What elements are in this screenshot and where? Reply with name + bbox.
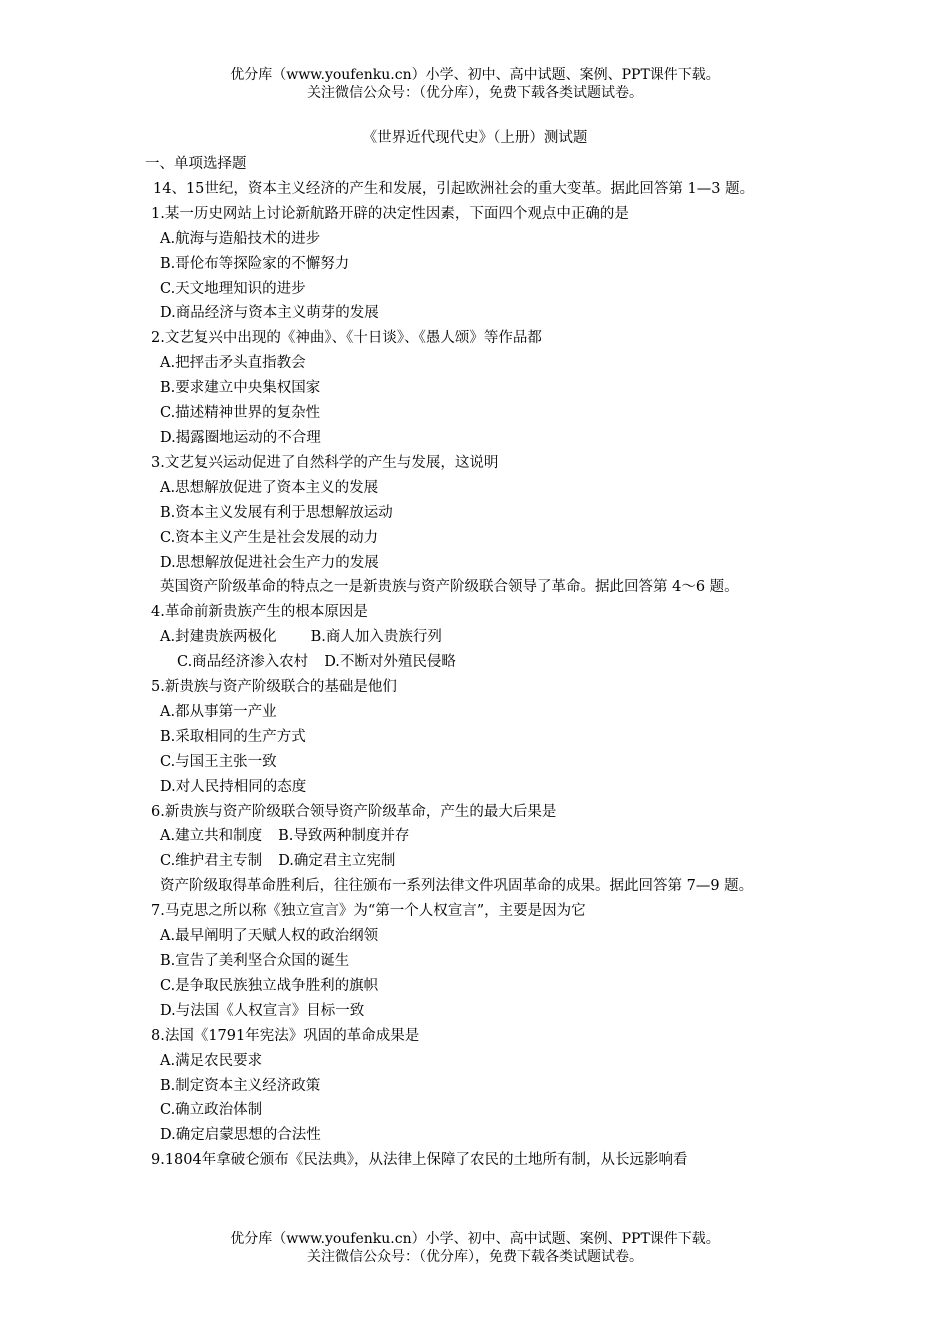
question-4-options-cd: [145, 650, 813, 675]
section-heading: 一、单项选择题: [145, 156, 247, 172]
question-5-stem: 5.新贵族与资产阶级联合的基础是他们: [151, 679, 397, 696]
question-5-option-c: C.与国王主张一致: [160, 753, 277, 770]
intro-paragraph-3: 资产阶级取得革命胜利后，往往颁布一系列法律文件巩固革命的成果。据此回答第 7—9 题。: [160, 878, 754, 895]
question-2-option-b: B.要求建立中央集权国家: [160, 380, 321, 397]
question-8-option-a: A.满足农民要求: [160, 1052, 263, 1069]
question-3-option-c: C.资本主义产生是社会发展的动力: [160, 529, 379, 546]
question-6-option-b: B.导致两种制度并存: [278, 828, 410, 845]
page-footer: [0, 1230, 950, 1266]
question-6-option-d: D.确定君主立宪制: [278, 853, 396, 870]
question-6-options-ab: [145, 824, 813, 849]
question-4-option-c: C.商品经济渗入农村: [177, 654, 309, 671]
question-7-option-b: B.宣告了美利坚合众国的诞生: [160, 953, 350, 969]
question-4-options-ab: [145, 625, 813, 650]
question-1-option-d: D.商品经济与资本主义萌芽的发展: [160, 305, 379, 322]
question-2-stem: 2.文艺复兴中出现的《神曲》、《十日谈》、《愚人颂》等作品都: [151, 330, 542, 347]
question-2-option-a: A.把抨击矛头直指教会: [160, 355, 306, 372]
question-6-option-a: A.建立共和制度: [160, 828, 263, 845]
question-7-option-c: C.是争取民族独立战争胜利的旗帜: [160, 977, 379, 994]
footer-line-1: 优分库（www.youfenku.cn）小学、初中、高中试题、案例、PPT课件下载。: [230, 1231, 720, 1247]
page-header: [0, 66, 950, 102]
question-8-option-c: C.确立政治体制: [160, 1102, 263, 1119]
header-line-2: 关注微信公众号：（优分库），免费下载各类试题试卷。: [307, 85, 643, 101]
question-3-stem: 3.文艺复兴运动促进了自然科学的产生与发展，这说明: [151, 454, 499, 471]
question-4-option-b: B.商人加入贵族行列: [310, 629, 442, 646]
question-5-option-b: B.采取相同的生产方式: [160, 728, 306, 745]
question-9-stem: 9.1804年拿破仑颁布《民法典》，从法律上保障了农民的土地所有制，从长远影响看: [151, 1152, 688, 1169]
question-3-option-b: B.资本主义发展有利于思想解放运动: [160, 504, 393, 521]
question-6-options-cd: [145, 849, 813, 874]
question-4-option-a: A.封建贵族两极化: [160, 629, 277, 646]
question-3-option-a: A.思想解放促进了资本主义的发展: [160, 479, 379, 496]
question-6-stem: 6.新贵族与资产阶级联合领导资产阶级革命，产生的最大后果是: [151, 803, 557, 820]
question-3-option-d: D.思想解放促进社会生产力的发展: [160, 554, 379, 571]
question-2-option-c: C.描述精神世界的复杂性: [160, 405, 321, 422]
question-1-stem: 1.某一历史网站上讨论新航路开辟的决定性因素，下面四个观点中正确的是: [151, 205, 629, 222]
question-8-stem: 8.法国《1791年宪法》巩固的革命成果是: [151, 1027, 420, 1044]
intro-paragraph-1: 14、15世纪，资本主义经济的产生和发展，引起欧洲社会的重大变革。据此回答第 1—3 题。: [153, 180, 755, 197]
question-1-option-c: C.天文地理知识的进步: [160, 280, 306, 297]
question-1-option-a: A.航海与造船技术的进步: [160, 230, 321, 247]
question-8-option-d: D.确定启蒙思想的合法性: [160, 1127, 321, 1144]
header-line-1: 优分库（www.youfenku.cn）小学、初中、高中试题、案例、PPT课件下载。: [230, 67, 720, 83]
question-7-option-d: D.与法国《人权宣言》目标一致: [160, 1002, 365, 1019]
question-4-stem: 4.革命前新贵族产生的根本原因是: [151, 604, 368, 621]
question-5-option-d: D.对人民持相同的态度: [160, 778, 307, 795]
page-title: 《世界近代现代史》（上册）测试题: [362, 130, 588, 146]
footer-line-2: 关注微信公众号：（优分库），免费下载各类试题试卷。: [307, 1249, 643, 1265]
question-6-option-c: C.维护君主专制: [160, 853, 263, 870]
question-8-option-b: B.制定资本主义经济政策: [160, 1077, 321, 1094]
question-4-option-d: D.不断对外殖民侵略: [324, 654, 456, 671]
question-2-option-d: D.揭露圈地运动的不合理: [160, 429, 321, 446]
document-body: [145, 152, 813, 1173]
question-7-option-a: A.最早阐明了天赋人权的政治纲领: [160, 928, 379, 945]
question-5-option-a: A.都从事第一产业: [160, 703, 277, 720]
question-7-stem: 7.马克思之所以称《独立宣言》为“第一个人权宣言”，主要是因为它: [151, 903, 586, 920]
intro-paragraph-2: 英国资产阶级革命的特点之一是新贵族与资产阶级联合领导了革命。据此回答第 4～6 题。: [160, 579, 739, 596]
question-1-option-b: B.哥伦布等探险家的不懈努力: [160, 255, 350, 272]
